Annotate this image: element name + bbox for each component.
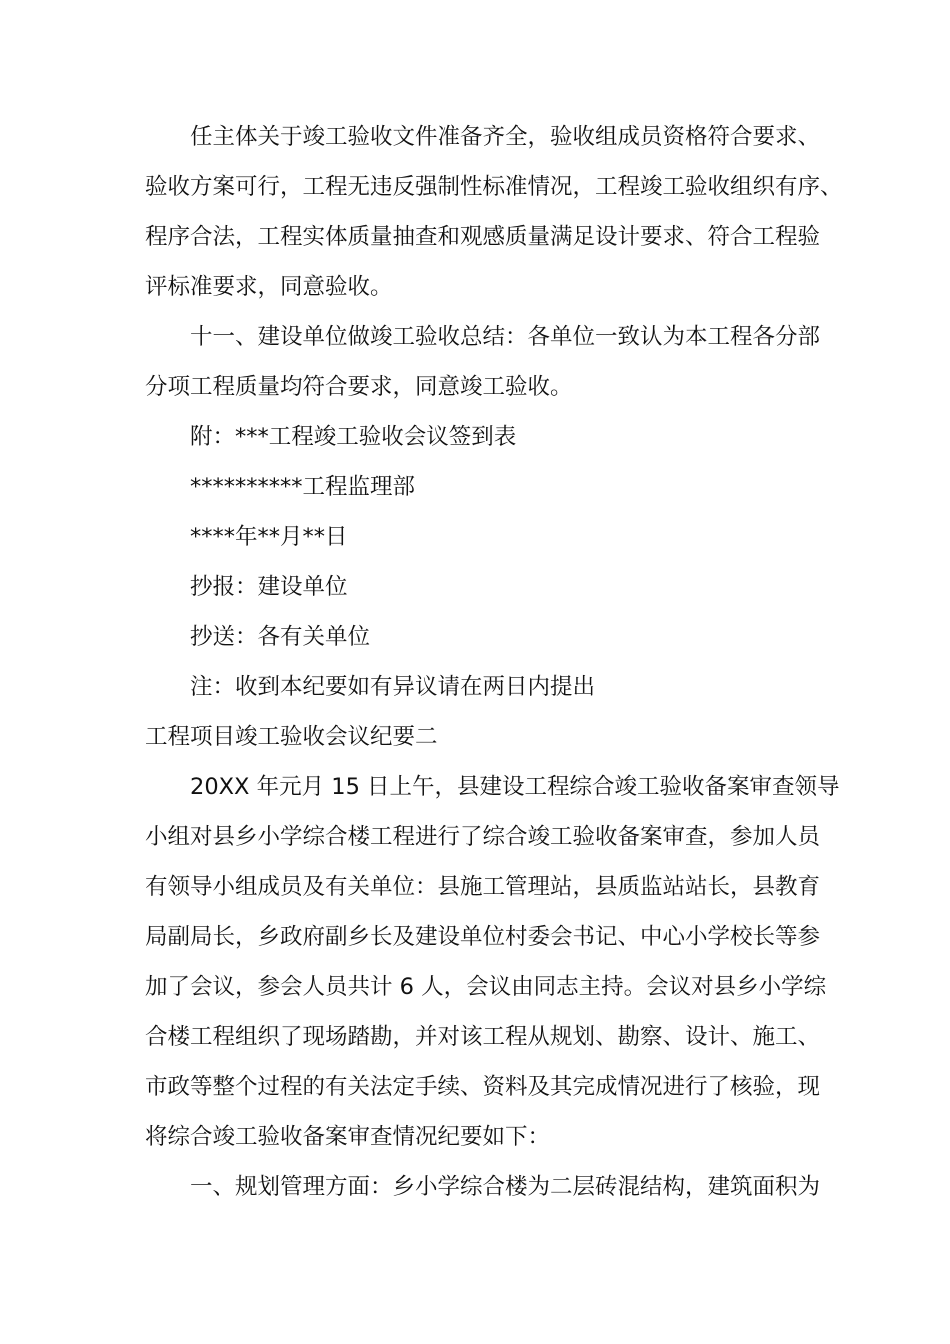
copy-to-line: 抄送：各有关单位 xyxy=(190,624,371,650)
item-eleven-line: 十一、建设单位做竣工验收总结：各单位一致认为本工程各分部 xyxy=(190,324,821,350)
paragraph-line: 评标准要求，同意验收。 xyxy=(145,274,393,300)
section-title: 工程项目竣工验收会议纪要二 xyxy=(145,724,438,750)
intro-line: 市政等整个过程的有关法定手续、资料及其完成情况进行了核验，现 xyxy=(145,1074,821,1100)
paragraph-line: 任主体关于竣工验收文件准备齐全，验收组成员资格符合要求、 xyxy=(190,124,821,150)
intro-line: 合楼工程组织了现场踏勘，并对该工程从规划、勘察、设计、施工、 xyxy=(145,1024,821,1050)
intro-line: 有领导小组成员及有关单位：县施工管理站，县质监站站长，县教育 xyxy=(145,874,821,900)
note-line: 注：收到本纪要如有异议请在两日内提出 xyxy=(190,674,596,700)
issuer-line: **********工程监理部 xyxy=(190,474,416,500)
item-eleven-line: 分项工程质量均符合要求，同意竣工验收。 xyxy=(145,374,573,400)
intro-line: 将综合竣工验收备案审查情况纪要如下： xyxy=(145,1124,551,1150)
paragraph-line: 程序合法，工程实体质量抽查和观感质量满足设计要求、符合工程验 xyxy=(145,224,821,250)
attachment-line: 附：***工程竣工验收会议签到表 xyxy=(190,424,517,450)
intro-line: 小组对县乡小学综合楼工程进行了综合竣工验收备案审查，参加人员 xyxy=(145,824,821,850)
paragraph-line: 验收方案可行，工程无违反强制性标准情况，工程竣工验收组织有序、 xyxy=(145,174,843,200)
intro-line: 局副局长，乡政府副乡长及建设单位村委会书记、中心小学校长等参 xyxy=(145,924,821,950)
intro-line: 20XX 年元月 15 日上午，县建设工程综合竣工验收备案审查领导 xyxy=(190,774,840,800)
report-to-line: 抄报：建设单位 xyxy=(190,574,348,600)
item-one-line: 一、规划管理方面：乡小学综合楼为二层砖混结构，建筑面积为 xyxy=(190,1174,821,1200)
date-line: ****年**月**日 xyxy=(190,524,348,550)
intro-line: 加了会议，参会人员共计 6 人，会议由同志主持。会议对县乡小学综 xyxy=(145,974,827,1000)
